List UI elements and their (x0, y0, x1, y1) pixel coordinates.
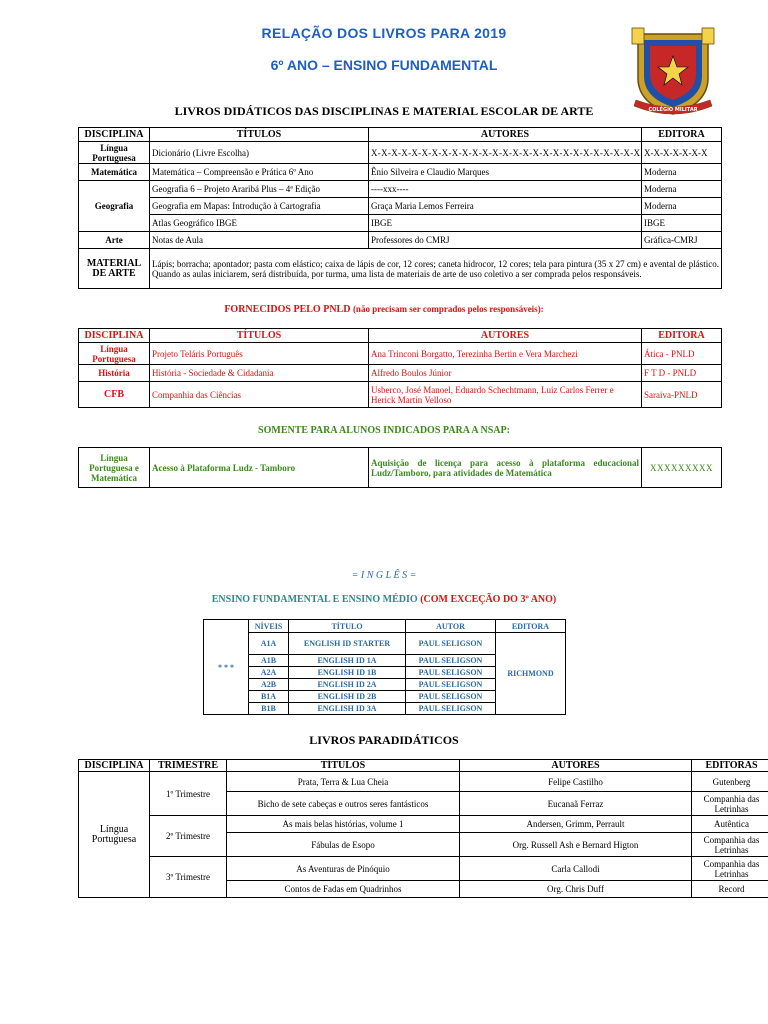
svg-text:COLÉGIO MILITAR: COLÉGIO MILITAR (648, 107, 698, 113)
table-row: Língua Portuguesa e Matemática Acesso à Plataforma Ludz - Tamboro Aquisição de licença para acesso à plataforma educacional Ludz/Tamboro, para atividades de Matemática XXXXXXXXX (79, 448, 722, 488)
table-row: Matemática Matemática – Compreensão e Prática 6º Ano Ênio Silveira e Claudio Marques Moderna (79, 164, 722, 181)
col-header: TÍTULOS (150, 329, 369, 343)
table-row: Língua Portuguesa Projeto Teláris Português Ana Trinconi Borgatto, Terezinha Bertin e Vera Marchezi Ática - PNLD (79, 343, 722, 365)
table-row: Geografia Geografia 6 – Projeto Araribá Plus – 4ª Edição ----xxx---- Moderna (79, 181, 722, 198)
table-row: MATERIAL DE ARTE Lápis; borracha; apontador; pasta com elástico; caixa de lápis de cor, 12 cores; caneta hidrocor, 12 cores; tela para pintura (35 x 27 cm) e avental de plástico. Quando as aulas iniciarem, será distribuída, por turma, uma lista de materiais de arte de uso coletivo a ser comprada pelos responsáveis. (79, 249, 722, 289)
table-row: A1B ENGLISH ID 1A PAUL SELIGSON (204, 655, 566, 667)
ingles-heading: = I N G L Ê S = (351, 570, 417, 581)
page-subtitle: 6º ANO – ENSINO FUNDAMENTAL (270, 57, 498, 73)
col-header: EDITORA (642, 329, 722, 343)
table-row: B1A ENGLISH ID 2B PAUL SELIGSON (204, 691, 566, 703)
stars: * * * (204, 620, 249, 715)
table-row: Fábulas de Esopo Org. Russell Ash e Bernard Higton Companhia das Letrinhas (79, 833, 768, 857)
col-header: TÍTULO (289, 620, 406, 633)
pnld-table (78, 328, 722, 408)
col-header: AUTORES (369, 128, 642, 142)
nsap-table (78, 447, 722, 488)
col-header: EDITORAS (692, 760, 768, 772)
ingles-table (203, 619, 566, 715)
col-header: AUTORES (369, 329, 642, 343)
ingles-subheading: ENSINO FUNDAMENTAL E ENSINO MÉDIO (COM EXCEÇÃO DO 3º ANO) (211, 594, 557, 605)
col-header: DISCIPLINA (79, 329, 150, 343)
table-row: Língua Portuguesa 1º Trimestre Prata, Terra & Lua Cheia Felipe Castilho Gutenberg (79, 772, 768, 792)
table-row: Contos de Fadas em Quadrinhos Org. Chris Duff Record (79, 881, 768, 898)
col-header: TÍTULOS (227, 760, 460, 772)
table-row: A2A ENGLISH ID 1B PAUL SELIGSON (204, 667, 566, 679)
table-row: CFB Companhia das Ciências Usberco, José Manoel, Eduardo Schechtmann, Luiz Carlos Ferrer e Herick Martin Velloso Saraiva-PNLD (79, 382, 722, 408)
table-row: 3º Trimestre As Aventuras de Pinóquio Carla Callodi Companhia das Letrinhas (79, 857, 768, 881)
col-header: EDITORA (642, 128, 722, 142)
col-header: TRIMESTRE (150, 760, 227, 772)
nsap-heading: SOMENTE PARA ALUNOS INDICADOS PARA A NSAP: (258, 425, 510, 436)
didaticos-table (78, 127, 722, 289)
col-header: NÍVEIS (249, 620, 289, 633)
paradidaticos-heading: LIVROS PARADIDÁTICOS (309, 733, 459, 747)
table-row: Atlas Geográfico IBGE IBGE IBGE (79, 215, 722, 232)
table-row: Arte Notas de Aula Professores do CMRJ Gráfica-CMRJ (79, 232, 722, 249)
table-row: História História - Sociedade & Cidadania Alfredo Boulos Júnior F T D - PNLD (79, 365, 722, 382)
table-row: A1A ENGLISH ID STARTER PAUL SELIGSON RICHMOND (204, 633, 566, 655)
col-header: EDITORA (496, 620, 566, 633)
table-row: A2B ENGLISH ID 2A PAUL SELIGSON (204, 679, 566, 691)
col-header: AUTOR (406, 620, 496, 633)
col-header: AUTORES (460, 760, 692, 772)
table-row: Geografia em Mapas: Introdução à Cartografia Graça Maria Lemos Ferreira Moderna (79, 198, 722, 215)
pnld-heading: FORNECIDOS PELO PNLD (não precisam ser comprados pelos responsáveis): (224, 304, 544, 315)
col-header: DISCIPLINA (79, 128, 150, 142)
table-row: B1B ENGLISH ID 3A PAUL SELIGSON (204, 703, 566, 715)
col-header: TÍTULOS (150, 128, 369, 142)
table-row: Língua Portuguesa Dicionário (Livre Escolha) X-X-X-X-X-X-X-X-X-X-X-X-X-X-X-X-X-X-X-X-X-X-X-X-X-X-X X-X-X-X-X-X-X (79, 142, 722, 164)
didaticos-heading: LIVROS DIDÁTICOS DAS DISCIPLINAS E MATERIAL ESCOLAR DE ARTE (174, 104, 594, 118)
paradidaticos-table (78, 759, 768, 898)
table-row: Bicho de sete cabeças e outros seres fantásticos Eucanaã Ferraz Companhia das Letrinhas (79, 792, 768, 816)
col-header: DISCIPLINA (79, 760, 150, 772)
school-crest-logo (630, 26, 716, 116)
page-title: RELAÇÃO DOS LIVROS PARA 2019 (261, 25, 507, 41)
table-row: 2º Trimestre As mais belas histórias, volume 1 Andersen, Grimm, Perrault Autêntica (79, 816, 768, 833)
